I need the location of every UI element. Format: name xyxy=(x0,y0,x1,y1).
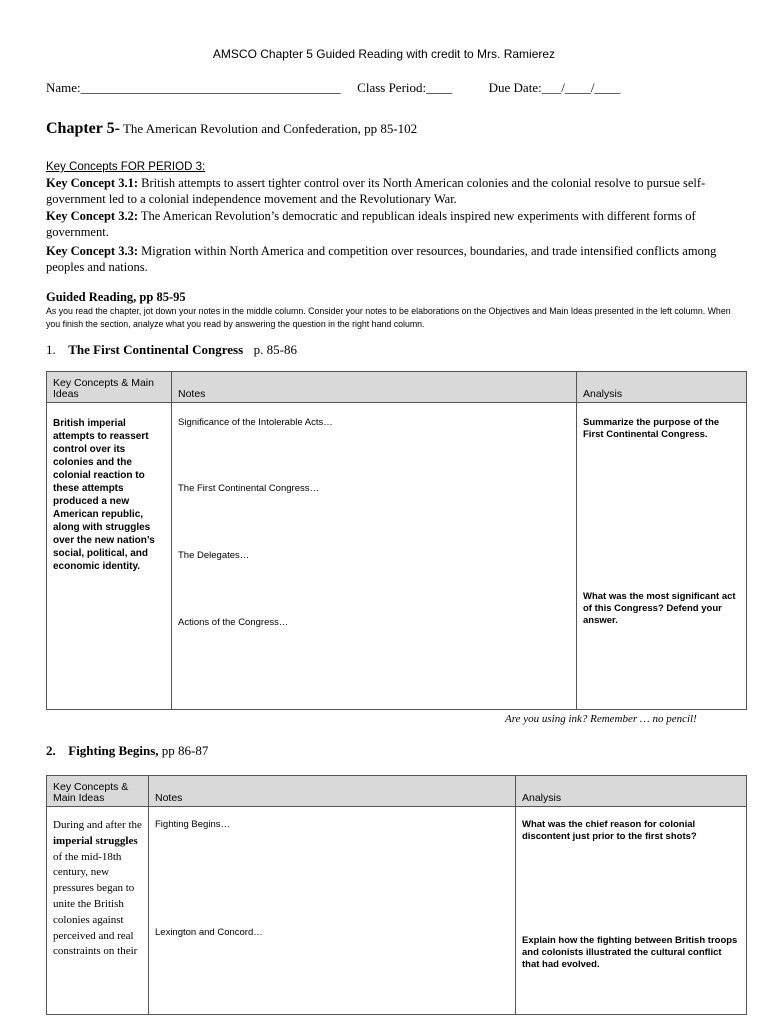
name-field[interactable]: Name:________________________________________ xyxy=(46,80,341,95)
section-1-title: 1. The First Continental Congress p. 85-86 xyxy=(46,342,297,357)
concept-cell xyxy=(47,403,172,710)
guided-reading-instructions: As you read the chapter, jot down your notes in the middle column. Consider your notes to be elaborations on the Objectives and Main Ideas presented in the left column. When you finish the section, analyze what you read by answering the question in the right hand column. xyxy=(46,306,731,329)
notes-cell[interactable] xyxy=(149,807,516,1015)
analysis-question: What was the chief reason for colonial discontent just prior to the first shots? xyxy=(522,819,697,842)
note-prompt: Actions of the Congress… xyxy=(178,617,289,628)
due-date-field[interactable]: Due Date:___/____/____ xyxy=(488,80,621,95)
chapter-pages: pp 85-102 xyxy=(364,121,418,136)
student-info-row xyxy=(46,80,620,96)
header-key-concepts: Key Concepts & Main Ideas xyxy=(47,372,172,403)
concept-cell xyxy=(47,807,149,1015)
key-concept-3-3: Key Concept 3.3: Migration within North America and competition over resources, boundaries, and trade intensified conflicts among peoples and nations. xyxy=(46,244,717,274)
section-2-title: 2. Fighting Begins, pp 86-87 xyxy=(46,743,209,758)
section-1-table xyxy=(46,371,747,710)
analysis-question: Explain how the fighting between British troops and colonists illustrated the cultural conflict that had evolved. xyxy=(522,935,738,970)
note-prompt: Significance of the Intolerable Acts… xyxy=(178,417,333,428)
concept-text: British imperial attempts to reassert control over its colonies and the colonial reaction to these attempts produced a new American republic, along with struggles over the new nation’s social, political, and economic identity. xyxy=(53,418,155,572)
concept-emphasis: imperial struggles xyxy=(53,834,138,847)
header-notes: Notes xyxy=(172,372,577,403)
section-2-table xyxy=(46,775,747,1015)
key-concepts-heading: Key Concepts FOR PERIOD 3: xyxy=(46,161,206,173)
header-key-concepts: Key Concepts & Main Ideas xyxy=(47,776,149,807)
chapter-title: The American Revolution and Confederation, xyxy=(122,121,361,136)
analysis-cell[interactable] xyxy=(577,403,747,710)
guided-reading-title: Guided Reading, pp 85-95 xyxy=(46,290,186,304)
document-title: AMSCO Chapter 5 Guided Reading with credit to Mrs. Ramierez xyxy=(212,47,556,61)
note-prompt: The Delegates… xyxy=(178,550,250,561)
class-period-field[interactable]: Class Period:____ xyxy=(357,80,453,95)
chapter-number: Chapter 5- xyxy=(46,120,120,137)
analysis-question: Summarize the purpose of the First Continental Congress. xyxy=(583,417,720,440)
key-concept-3-1: Key Concept 3.1: British attempts to assert tighter control over its North American colonies and the colonial resolve to pursue self-government led to a colonial independence movement and the Revolutionary War. xyxy=(46,176,706,206)
note-prompt: Fighting Begins… xyxy=(155,819,230,830)
header-notes: Notes xyxy=(149,776,516,807)
note-prompt: Lexington and Concord… xyxy=(155,927,263,938)
key-concept-3-2: Key Concept 3.2: The American Revolution’s democratic and republican ideals inspired new experiments with different forms of government. xyxy=(46,209,696,239)
header-analysis: Analysis xyxy=(516,776,747,807)
notes-cell[interactable] xyxy=(172,403,577,710)
header-analysis: Analysis xyxy=(577,372,747,403)
analysis-cell[interactable] xyxy=(516,807,747,1015)
ink-reminder: Are you using ink? Remember … no pencil! xyxy=(505,713,697,725)
analysis-question: What was the most significant act of this Congress? Defend your answer. xyxy=(583,591,736,626)
concept-text: During and after the imperial struggles of the mid-18th century, new pressures began to unite the British colonies against perceived and real constraints on their xyxy=(53,819,142,958)
note-prompt: The First Continental Congress… xyxy=(178,483,319,494)
chapter-heading xyxy=(46,120,417,138)
